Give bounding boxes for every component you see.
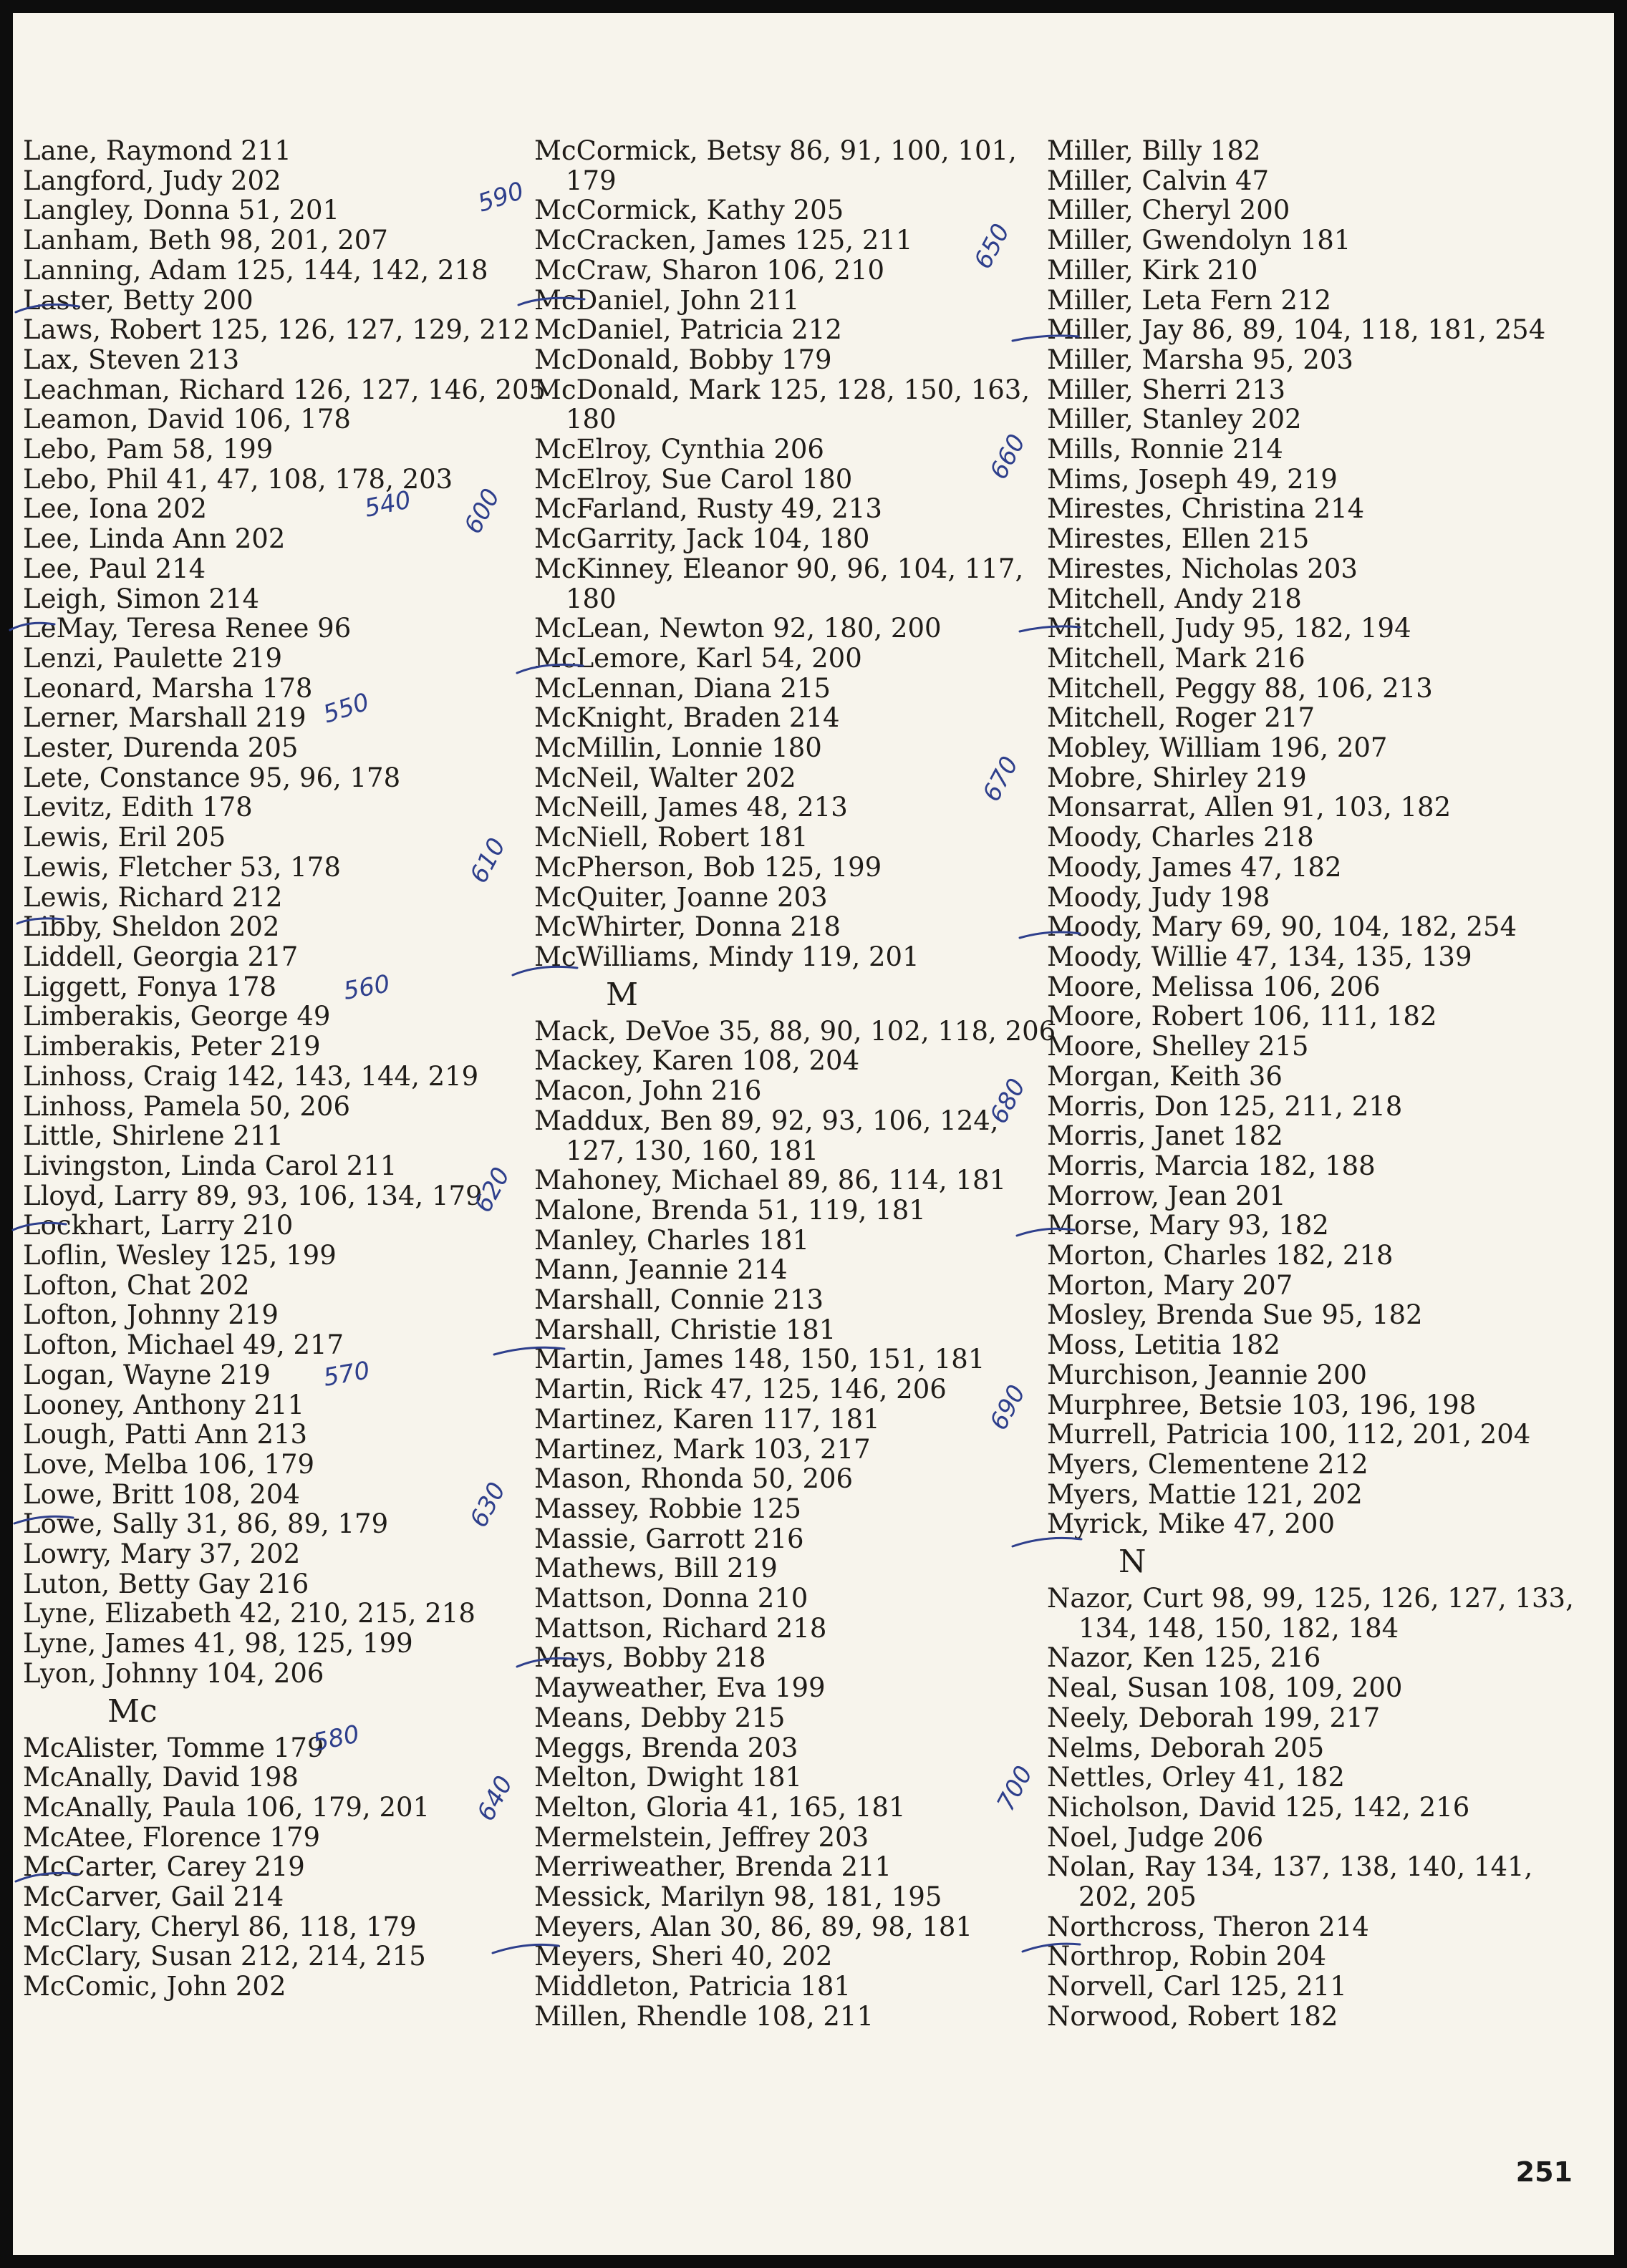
- index-entry: McFarland, Rusty 49, 213: [534, 493, 882, 525]
- index-entry: Liggett, Fonya 178: [23, 971, 277, 1002]
- index-entry: Morton, Mary 207: [1047, 1269, 1293, 1301]
- pencil-note: 550: [319, 687, 373, 730]
- index-entry: Limberakis, Peter 219: [23, 1031, 321, 1062]
- index-entry: McKnight, Braden 214: [534, 702, 840, 734]
- index-entry: Lanning, Adam 125, 144, 142, 218: [23, 254, 488, 286]
- index-entry: Macon, John 216: [534, 1075, 762, 1107]
- index-entry: McNiell, Robert 181: [534, 822, 808, 853]
- index-entry: Moore, Melissa 106, 206: [1047, 971, 1381, 1002]
- index-entry: McLemore, Karl 54, 200: [534, 642, 862, 674]
- index-entry: Melton, Gloria 41, 165, 181: [534, 1791, 906, 1823]
- index-entry: McCarver, Gail 214: [23, 1881, 284, 1913]
- index-entry: Lowry, Mary 37, 202: [23, 1538, 301, 1570]
- index-entry: Neal, Susan 108, 109, 200: [1047, 1672, 1403, 1704]
- index-entry: Logan, Wayne 219: [23, 1359, 271, 1390]
- index-entry: Morgan, Keith 36: [1047, 1060, 1283, 1092]
- index-entry: Mirestes, Ellen 215: [1047, 523, 1310, 555]
- index-entry: Linhoss, Pamela 50, 206: [23, 1090, 350, 1122]
- index-entry: Mays, Bobby 218: [534, 1642, 766, 1674]
- index-entry: Miller, Jay 86, 89, 104, 118, 181, 254: [1047, 314, 1546, 346]
- index-entry: Mason, Rhonda 50, 206: [534, 1463, 854, 1495]
- index-entry: Loflin, Wesley 125, 199: [23, 1240, 337, 1271]
- index-entry: Lowe, Sally 31, 86, 89, 179: [23, 1508, 389, 1540]
- pencil-note: 670: [977, 752, 1025, 807]
- index-entry: Miller, Cheryl 200: [1047, 195, 1290, 226]
- index-entry: Moody, Charles 218: [1047, 822, 1314, 853]
- pencil-note: 640: [471, 1771, 519, 1826]
- index-entry: Liddell, Georgia 217: [23, 941, 299, 972]
- pencil-note: 590: [474, 176, 528, 218]
- index-entry-continuation: 202, 205: [1078, 1881, 1197, 1913]
- pencil-note: 620: [468, 1163, 516, 1218]
- index-entry: McCormick, Kathy 205: [534, 195, 844, 226]
- pencil-note: 660: [984, 430, 1032, 485]
- index-entry: McClary, Susan 212, 214, 215: [23, 1941, 426, 1972]
- index-entry: Lyne, Elizabeth 42, 210, 215, 218: [23, 1598, 475, 1629]
- index-entry: Miller, Stanley 202: [1047, 404, 1302, 435]
- index-entry-continuation: 180: [566, 404, 617, 435]
- index-entry: McDonald, Mark 125, 128, 150, 163,: [534, 374, 1030, 405]
- index-entry: McNeil, Walter 202: [534, 762, 796, 793]
- index-entry: Mims, Joseph 49, 219: [1047, 463, 1338, 495]
- index-entry: Martinez, Karen 117, 181: [534, 1403, 880, 1435]
- index-entry: Langley, Donna 51, 201: [23, 195, 340, 226]
- index-entry: McCarter, Carey 219: [23, 1851, 305, 1883]
- index-entry: Northcross, Theron 214: [1047, 1911, 1369, 1942]
- index-entry: Mattson, Richard 218: [534, 1612, 827, 1644]
- index-entry: Martin, Rick 47, 125, 146, 206: [534, 1374, 947, 1405]
- index-entry: Mayweather, Eva 199: [534, 1672, 826, 1704]
- index-entry-continuation: 134, 148, 150, 182, 184: [1078, 1612, 1399, 1644]
- index-entry: Massie, Garrott 216: [534, 1523, 804, 1554]
- index-entry: McComic, John 202: [23, 1971, 286, 2002]
- index-entry: Martin, James 148, 150, 151, 181: [534, 1344, 985, 1375]
- index-entry: Lough, Patti Ann 213: [23, 1419, 308, 1450]
- index-entry: Lanham, Beth 98, 201, 207: [23, 225, 388, 256]
- index-entry: Mahoney, Michael 89, 86, 114, 181: [534, 1165, 1007, 1196]
- index-entry: Lax, Steven 213: [23, 344, 240, 375]
- index-entry: Mack, DeVoe 35, 88, 90, 102, 118, 206: [534, 1015, 1056, 1047]
- index-entry: McLean, Newton 92, 180, 200: [534, 613, 942, 644]
- pencil-note: 600: [458, 484, 506, 539]
- index-entry: Meyers, Sheri 40, 202: [534, 1941, 833, 1972]
- index-entry: McCormick, Betsy 86, 91, 100, 101,: [534, 135, 1017, 166]
- index-entry: Malone, Brenda 51, 119, 181: [534, 1194, 926, 1226]
- index-column-3: [1047, 135, 1574, 2032]
- pencil-note: 680: [984, 1074, 1032, 1129]
- index-entry: Neely, Deborah 199, 217: [1047, 1702, 1381, 1733]
- index-entry: McElroy, Cynthia 206: [534, 434, 824, 465]
- index-entry: Lebo, Phil 41, 47, 108, 178, 203: [23, 463, 453, 495]
- index-entry: Mackey, Karen 108, 204: [534, 1045, 860, 1077]
- index-entry: LeMay, Teresa Renee 96: [23, 613, 352, 644]
- index-entry: Northrop, Robin 204: [1047, 1941, 1327, 1972]
- index-entry-continuation: 127, 130, 160, 181: [566, 1135, 819, 1166]
- index-entry: Mann, Jeannie 214: [534, 1254, 788, 1286]
- index-entry: Lebo, Pam 58, 199: [23, 434, 274, 465]
- index-entry: McAtee, Florence 179: [23, 1821, 321, 1853]
- index-entry-continuation: 179: [566, 165, 617, 196]
- index-entry: Mirestes, Christina 214: [1047, 493, 1365, 525]
- pencil-note: 560: [341, 969, 392, 1006]
- index-entry: Marshall, Christie 181: [534, 1314, 836, 1345]
- index-entry: Mobley, William 196, 207: [1047, 732, 1388, 764]
- index-entry: Leachman, Richard 126, 127, 146, 205: [23, 374, 546, 405]
- index-entry: Mathews, Bill 219: [534, 1553, 778, 1584]
- index-entry: Millen, Rhendle 108, 211: [534, 2000, 874, 2032]
- index-entry: Miller, Sherri 213: [1047, 374, 1286, 405]
- index-entry: Miller, Calvin 47: [1047, 165, 1270, 196]
- index-entry: Martinez, Mark 103, 217: [534, 1433, 871, 1465]
- index-entry: Lete, Constance 95, 96, 178: [23, 762, 401, 793]
- index-entry: Libby, Sheldon 202: [23, 911, 280, 943]
- index-section-heading: Mc: [107, 1692, 158, 1730]
- index-entry: Love, Melba 106, 179: [23, 1448, 315, 1480]
- index-entry: Middleton, Patricia 181: [534, 1971, 851, 2002]
- index-entry: Myers, Clementene 212: [1047, 1448, 1368, 1480]
- index-entry: McAnally, David 198: [23, 1762, 299, 1793]
- index-entry: Lowe, Britt 108, 204: [23, 1478, 300, 1510]
- index-entry: Mitchell, Judy 95, 182, 194: [1047, 613, 1411, 644]
- index-entry: Leonard, Marsha 178: [23, 672, 313, 704]
- index-entry: Lofton, Chat 202: [23, 1269, 250, 1301]
- pencil-note: 580: [310, 1720, 362, 1758]
- index-entry: McDaniel, John 211: [534, 284, 800, 316]
- index-entry: Norwood, Robert 182: [1047, 2000, 1338, 2032]
- index-entry-continuation: 180: [566, 583, 617, 614]
- index-entry: Morse, Mary 93, 182: [1047, 1210, 1329, 1241]
- index-entry: Laster, Betty 200: [23, 284, 254, 316]
- index-entry: McWilliams, Mindy 119, 201: [534, 941, 919, 972]
- index-entry: McDonald, Bobby 179: [534, 344, 832, 375]
- index-entry: Lewis, Richard 212: [23, 881, 283, 913]
- index-entry: Leamon, David 106, 178: [23, 404, 351, 435]
- index-entry: Moody, James 47, 182: [1047, 851, 1342, 883]
- index-entry: Miller, Billy 182: [1047, 135, 1261, 166]
- index-entry: Nelms, Deborah 205: [1047, 1732, 1325, 1763]
- index-entry: Lofton, Michael 49, 217: [23, 1329, 344, 1361]
- pencil-note: 540: [362, 485, 414, 523]
- index-entry: Manley, Charles 181: [534, 1224, 810, 1256]
- index-entry: Lee, Paul 214: [23, 553, 206, 584]
- index-entry: Lenzi, Paulette 219: [23, 642, 283, 674]
- index-entry: Murchison, Jeannie 200: [1047, 1359, 1367, 1390]
- index-entry: Miller, Marsha 95, 203: [1047, 344, 1353, 375]
- index-entry: Melton, Dwight 181: [534, 1762, 803, 1793]
- index-entry: Livingston, Linda Carol 211: [23, 1150, 397, 1181]
- index-entry: Langford, Judy 202: [23, 165, 281, 196]
- index-entry: Myrick, Mike 47, 200: [1047, 1508, 1335, 1540]
- index-entry: Moss, Letitia 182: [1047, 1329, 1280, 1361]
- index-entry: Mills, Ronnie 214: [1047, 434, 1283, 465]
- index-entry: Moody, Willie 47, 134, 135, 139: [1047, 941, 1472, 972]
- index-entry: Lewis, Fletcher 53, 178: [23, 851, 341, 883]
- index-entry: McQuiter, Joanne 203: [534, 881, 828, 913]
- page-number: 251: [1515, 2156, 1573, 2188]
- index-entry: Lee, Iona 202: [23, 493, 208, 525]
- index-entry: McDaniel, Patricia 212: [534, 314, 842, 346]
- index-entry: McWhirter, Donna 218: [534, 911, 841, 943]
- index-entry: Morrow, Jean 201: [1047, 1180, 1286, 1211]
- index-entry: Lewis, Eril 205: [23, 822, 226, 853]
- index-entry: McClary, Cheryl 86, 118, 179: [23, 1911, 417, 1942]
- index-entry: Mermelstein, Jeffrey 203: [534, 1821, 869, 1853]
- index-entry: Linhoss, Craig 142, 143, 144, 219: [23, 1060, 479, 1092]
- pencil-note: 610: [464, 833, 512, 888]
- pencil-note: 700: [991, 1761, 1039, 1816]
- index-entry: Lyne, James 41, 98, 125, 199: [23, 1628, 413, 1659]
- index-entry: Lofton, Johnny 219: [23, 1299, 279, 1331]
- index-entry: Mitchell, Roger 217: [1047, 702, 1315, 734]
- index-entry: Laws, Robert 125, 126, 127, 129, 212: [23, 314, 531, 346]
- index-entry: Mobre, Shirley 219: [1047, 762, 1307, 793]
- index-entry: Morris, Marcia 182, 188: [1047, 1150, 1376, 1181]
- index-entry: McAlister, Tomme 179: [23, 1732, 324, 1763]
- index-entry: Meyers, Alan 30, 86, 89, 98, 181: [534, 1911, 973, 1942]
- index-entry: McAnally, Paula 106, 179, 201: [23, 1791, 430, 1823]
- index-entry: Murrell, Patricia 100, 112, 201, 204: [1047, 1419, 1531, 1450]
- index-entry: Lockhart, Larry 210: [23, 1210, 294, 1241]
- index-entry: Limberakis, George 49: [23, 1001, 331, 1032]
- index-entry: Monsarrat, Allen 91, 103, 182: [1047, 792, 1452, 823]
- index-entry: McNeill, James 48, 213: [534, 792, 848, 823]
- index-entry: Miller, Gwendolyn 181: [1047, 225, 1351, 256]
- index-entry: Mitchell, Peggy 88, 106, 213: [1047, 672, 1433, 704]
- index-entry: McPherson, Bob 125, 199: [534, 851, 882, 883]
- index-entry: Looney, Anthony 211: [23, 1389, 304, 1420]
- index-entry: Lee, Linda Ann 202: [23, 523, 286, 555]
- index-entry: McCracken, James 125, 211: [534, 225, 913, 256]
- index-entry: Messick, Marilyn 98, 181, 195: [534, 1881, 942, 1913]
- index-entry: Mitchell, Mark 216: [1047, 642, 1305, 674]
- index-entry: McElroy, Sue Carol 180: [534, 463, 853, 495]
- index-entry: Marshall, Connie 213: [534, 1284, 824, 1316]
- index-column-1: [23, 135, 546, 2002]
- index-entry: Noel, Judge 206: [1047, 1821, 1264, 1853]
- index-entry: Mirestes, Nicholas 203: [1047, 553, 1358, 584]
- index-entry: Meggs, Brenda 203: [534, 1732, 798, 1763]
- index-entry: Morton, Charles 182, 218: [1047, 1240, 1394, 1271]
- index-entry: McLennan, Diana 215: [534, 672, 831, 704]
- index-entry: Little, Shirlene 211: [23, 1120, 284, 1152]
- index-entry: Levitz, Edith 178: [23, 792, 253, 823]
- index-entry: Lyon, Johnny 104, 206: [23, 1657, 324, 1689]
- index-entry: Mosley, Brenda Sue 95, 182: [1047, 1299, 1423, 1331]
- index-section-heading: M: [606, 976, 639, 1013]
- index-entry: Norvell, Carl 125, 211: [1047, 1971, 1347, 2002]
- index-entry: Lane, Raymond 211: [23, 135, 291, 166]
- pencil-note: 650: [968, 219, 1016, 274]
- index-entry: Moody, Mary 69, 90, 104, 182, 254: [1047, 911, 1517, 943]
- index-entry: Lloyd, Larry 89, 93, 106, 134, 179: [23, 1180, 483, 1211]
- index-entry: Mattson, Donna 210: [534, 1583, 808, 1614]
- index-entry: Miller, Leta Fern 212: [1047, 284, 1332, 316]
- pencil-note: 630: [464, 1478, 512, 1533]
- index-entry: Nolan, Ray 134, 137, 138, 140, 141,: [1047, 1851, 1533, 1883]
- index-entry: Nazor, Ken 125, 216: [1047, 1642, 1321, 1674]
- index-section-heading: N: [1119, 1544, 1146, 1581]
- index-column-2: [534, 135, 1056, 2032]
- index-entry: Maddux, Ben 89, 92, 93, 106, 124,: [534, 1105, 999, 1136]
- index-entry: McKinney, Eleanor 90, 96, 104, 117,: [534, 553, 1024, 584]
- index-entry: Miller, Kirk 210: [1047, 254, 1258, 286]
- index-entry: Moore, Shelley 215: [1047, 1031, 1309, 1062]
- index-entry: Morris, Janet 182: [1047, 1120, 1283, 1152]
- index-entry: McGarrity, Jack 104, 180: [534, 523, 870, 555]
- index-entry: Moore, Robert 106, 111, 182: [1047, 1001, 1437, 1032]
- index-entry: Massey, Robbie 125: [534, 1493, 801, 1524]
- index-entry: Nicholson, David 125, 142, 216: [1047, 1791, 1470, 1823]
- pencil-note: 570: [321, 1356, 372, 1392]
- pencil-note: 690: [984, 1380, 1032, 1435]
- index-entry: McCraw, Sharon 106, 210: [534, 254, 885, 286]
- index-entry: Mitchell, Andy 218: [1047, 583, 1302, 614]
- index-entry: Lerner, Marshall 219: [23, 702, 306, 734]
- index-entry: Murphree, Betsie 103, 196, 198: [1047, 1389, 1477, 1420]
- index-entry: Nettles, Orley 41, 182: [1047, 1762, 1345, 1793]
- index-entry: Means, Debby 215: [534, 1702, 786, 1733]
- index-entry: Merriweather, Brenda 211: [534, 1851, 892, 1883]
- index-entry: Myers, Mattie 121, 202: [1047, 1478, 1363, 1510]
- index-entry: Moody, Judy 198: [1047, 881, 1270, 913]
- index-entry: Lester, Durenda 205: [23, 732, 299, 764]
- index-entry: Morris, Don 125, 211, 218: [1047, 1090, 1403, 1122]
- index-entry: McMillin, Lonnie 180: [534, 732, 822, 764]
- index-entry: Leigh, Simon 214: [23, 583, 260, 614]
- index-entry: Nazor, Curt 98, 99, 125, 126, 127, 133,: [1047, 1583, 1574, 1614]
- index-entry: Luton, Betty Gay 216: [23, 1568, 309, 1599]
